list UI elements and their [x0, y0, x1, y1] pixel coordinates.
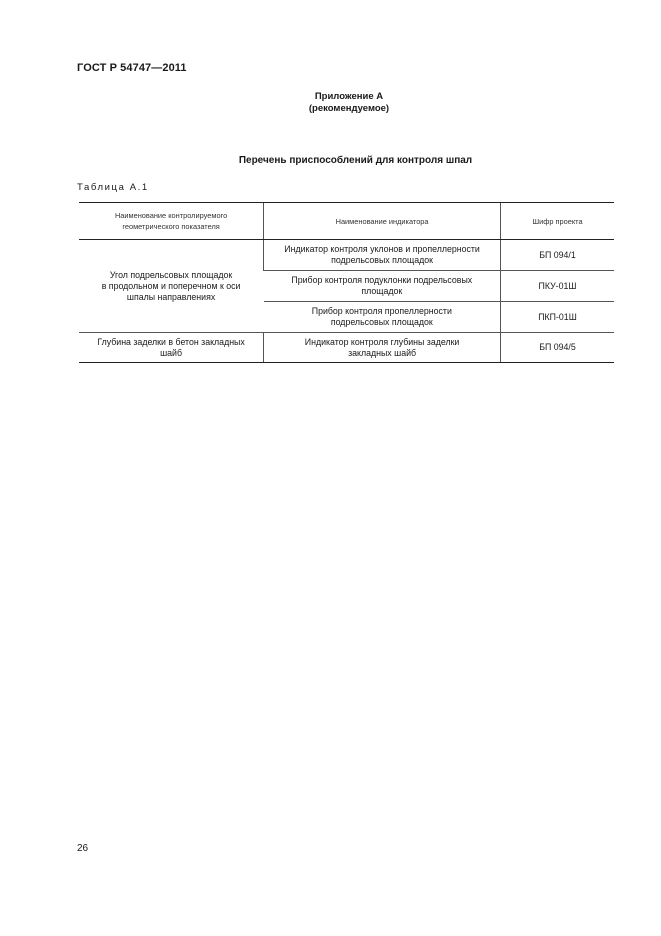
devices-table — [79, 202, 614, 363]
page-number: 26 — [77, 843, 89, 854]
appendix-heading — [0, 91, 661, 115]
device-cell: Индикатор контроля уклонов и пропеллерности подрельсовых площадок — [264, 240, 501, 271]
appendix-status: (рекомендуемое) — [308, 103, 390, 114]
device-cell: Прибор контроля подуклонки подрельсовых площадок — [264, 271, 501, 302]
device-cell: Прибор контроля пропеллерности подрельсовых площадок — [264, 302, 501, 333]
code-cell: БП 094/1 — [501, 240, 615, 271]
list-title-text: Перечень приспособлений для контроля шпал — [238, 155, 473, 166]
column-header-code: Шифр проекта — [501, 203, 615, 240]
column-header-device: Наименование индикатора — [264, 203, 501, 240]
table-row — [79, 333, 614, 363]
table-caption: Таблица А.1 — [77, 182, 149, 193]
code-cell: БП 094/5 — [501, 333, 615, 363]
table-header-row — [79, 203, 614, 240]
indicator-cell: Угол подрельсовых площадок в продольном и поперечном к оси шпалы направлениях — [79, 240, 264, 333]
device-cell: Индикатор контроля глубины заделки закладных шайб — [264, 333, 501, 363]
document-code: ГОСТ Р 54747—2011 — [77, 62, 187, 74]
indicator-cell: Глубина заделки в бетон закладных шайб — [79, 333, 264, 363]
code-cell: ПКП-01Ш — [501, 302, 615, 333]
code-cell: ПКУ-01Ш — [501, 271, 615, 302]
table-row — [79, 240, 614, 271]
column-header-indicator: Наименование контролируемого геометрического показателя — [79, 203, 264, 240]
appendix-title: Приложение А — [314, 91, 384, 102]
list-title — [0, 155, 661, 166]
